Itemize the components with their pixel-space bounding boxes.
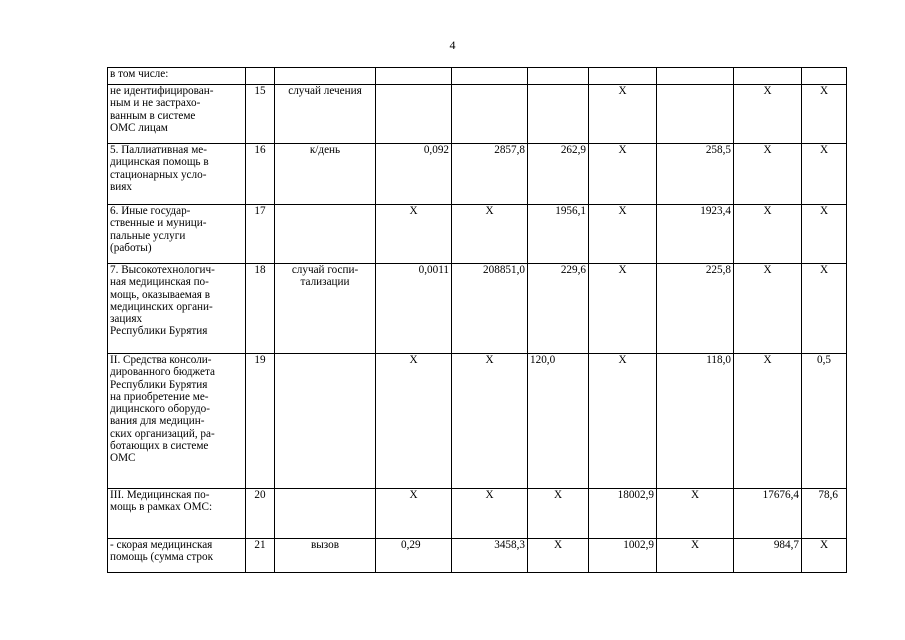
unit-cell	[275, 489, 376, 539]
line-number: 19	[254, 354, 266, 366]
value-text: 208851,0	[483, 264, 525, 276]
value-cell	[376, 205, 452, 264]
value-text: 984,7	[773, 539, 799, 551]
value-cell	[657, 539, 734, 573]
row-name-cell	[108, 354, 246, 489]
row-name-text: в том числе:	[110, 68, 169, 80]
value-cell	[528, 144, 589, 205]
value-cell	[528, 85, 589, 144]
value-text: Х	[618, 144, 627, 156]
table-row	[108, 144, 847, 205]
line-number-cell	[246, 489, 275, 539]
value-text: Х	[819, 144, 829, 156]
value-cell	[528, 489, 589, 539]
value-cell	[802, 85, 847, 144]
value-cell	[734, 264, 802, 354]
value-text: 2857,8	[494, 144, 525, 156]
value-text: Х	[763, 144, 772, 156]
value-cell	[657, 68, 734, 85]
table-row	[108, 264, 847, 354]
row-name-text: 7. Высокотехнологич- ная медицинская по- мощь, оказываемая в медицинских органи- зациях Республики Бурятия	[110, 264, 215, 338]
unit-cell	[275, 85, 376, 144]
line-number: 17	[254, 205, 266, 217]
table-row	[108, 68, 847, 85]
row-name-cell	[108, 144, 246, 205]
value-cell	[589, 354, 657, 489]
value-cell	[802, 354, 847, 489]
value-text: 0,092	[423, 144, 449, 156]
value-text: Х	[485, 489, 494, 501]
value-cell	[734, 205, 802, 264]
value-text: Х	[819, 264, 829, 276]
value-cell	[376, 144, 452, 205]
value-cell	[802, 264, 847, 354]
value-cell	[589, 85, 657, 144]
row-name-text: III. Медицинская по- мощь в рамках ОМС:	[110, 489, 213, 514]
value-cell	[376, 539, 452, 573]
row-name-text: 5. Паллиативная ме- дицинская помощь в стационарных усло- виях	[110, 144, 209, 193]
value-cell	[657, 85, 734, 144]
value-cell	[802, 144, 847, 205]
unit-cell	[275, 68, 376, 85]
value-text: Х	[819, 539, 829, 551]
row-name-cell	[108, 539, 246, 573]
unit-cell	[275, 264, 376, 354]
line-number: 15	[254, 85, 266, 97]
value-cell	[734, 354, 802, 489]
value-cell	[528, 68, 589, 85]
value-cell	[376, 264, 452, 354]
value-text: Х	[553, 539, 563, 551]
value-text: Х	[763, 264, 772, 276]
value-text: Х	[819, 85, 829, 97]
value-cell	[802, 68, 847, 85]
unit-text: вызов	[310, 539, 340, 551]
line-number: 16	[254, 144, 266, 156]
row-name-cell	[108, 489, 246, 539]
value-text: 225,8	[705, 264, 731, 276]
row-name-text: 6. Иные государ- ственные и муници- пальные услуги (работы)	[110, 205, 207, 254]
value-text: 262,9	[560, 144, 586, 156]
value-text: Х	[485, 205, 494, 217]
row-name-cell	[108, 205, 246, 264]
value-text: Х	[618, 205, 627, 217]
value-cell	[452, 144, 528, 205]
value-cell	[734, 85, 802, 144]
table-row	[108, 539, 847, 573]
value-cell	[452, 68, 528, 85]
line-number: 20	[254, 489, 266, 501]
unit-cell	[275, 205, 376, 264]
value-cell	[657, 264, 734, 354]
value-cell	[589, 205, 657, 264]
value-text: 78,6	[818, 489, 838, 501]
row-name-text: не идентифицирован- ным и не застрахо- ванным в системе ОМС лицам	[110, 85, 214, 134]
unit-text: к/день	[309, 144, 341, 156]
value-text: Х	[485, 354, 494, 366]
row-name-cell	[108, 85, 246, 144]
line-number-cell	[246, 354, 275, 489]
value-text: Х	[763, 205, 772, 217]
value-text: 1956,1	[555, 205, 586, 217]
row-name-cell	[108, 68, 246, 85]
value-text: 0,5	[817, 354, 831, 366]
value-cell	[802, 539, 847, 573]
value-text: Х	[618, 85, 627, 97]
value-text: 18002,9	[617, 489, 654, 501]
value-cell	[376, 68, 452, 85]
value-text: 3458,3	[494, 539, 525, 551]
value-text: 17676,4	[762, 489, 799, 501]
value-cell	[376, 489, 452, 539]
value-cell	[452, 205, 528, 264]
value-text: Х	[409, 354, 418, 366]
value-cell	[452, 489, 528, 539]
table-row	[108, 354, 847, 489]
value-cell	[589, 68, 657, 85]
value-text: 120,0	[530, 354, 556, 366]
table-row	[108, 205, 847, 264]
unit-cell	[275, 539, 376, 573]
value-cell	[589, 489, 657, 539]
value-text: 118,0	[706, 354, 731, 366]
value-cell	[734, 68, 802, 85]
line-number-cell	[246, 539, 275, 573]
value-cell	[376, 85, 452, 144]
value-text: Х	[553, 489, 563, 501]
value-cell	[657, 205, 734, 264]
value-text: Х	[763, 354, 772, 366]
value-cell	[528, 205, 589, 264]
value-text: Х	[409, 205, 418, 217]
value-cell	[589, 264, 657, 354]
table-row	[108, 489, 847, 539]
value-cell	[452, 354, 528, 489]
unit-cell	[275, 144, 376, 205]
value-text: 258,5	[705, 144, 731, 156]
unit-text: случай госпи- тализации	[291, 264, 359, 289]
value-cell	[528, 354, 589, 489]
line-number-cell	[246, 85, 275, 144]
row-name-text: - скорая медицинская помощь (сумма строк	[110, 539, 214, 564]
value-text: Х	[690, 539, 700, 551]
value-cell	[802, 489, 847, 539]
value-cell	[734, 489, 802, 539]
line-number: 18	[254, 264, 266, 276]
value-text: 1923,4	[700, 205, 731, 217]
value-cell	[452, 85, 528, 144]
value-cell	[657, 144, 734, 205]
value-text: Х	[409, 489, 418, 501]
table-row	[108, 85, 847, 144]
value-text: 0,0011	[418, 264, 449, 276]
line-number: 21	[254, 539, 266, 551]
value-text: Х	[690, 489, 700, 501]
value-text: 1002,9	[623, 539, 654, 551]
value-cell	[376, 354, 452, 489]
line-number-cell	[246, 144, 275, 205]
unit-text: случай лечения	[288, 85, 362, 97]
value-cell	[657, 489, 734, 539]
row-name-text: II. Средства консоли- дированного бюджета Республики Бурятия на приобретение ме- дицинского оборудо- вания для медицин- ских организаций, ра- ботающих в системе ОМС	[110, 354, 215, 465]
value-cell	[734, 539, 802, 573]
page-number: 4	[449, 38, 456, 52]
row-name-cell	[108, 264, 246, 354]
data-table	[107, 67, 847, 573]
value-text: Х	[819, 205, 829, 217]
value-cell	[452, 264, 528, 354]
value-cell	[589, 144, 657, 205]
value-text: 0,29	[401, 539, 421, 551]
value-text: Х	[618, 354, 627, 366]
value-cell	[528, 264, 589, 354]
value-cell	[589, 539, 657, 573]
line-number-cell	[246, 264, 275, 354]
value-text: 229,6	[560, 264, 586, 276]
value-cell	[452, 539, 528, 573]
value-cell	[528, 539, 589, 573]
value-text: Х	[618, 264, 627, 276]
value-text: Х	[763, 85, 772, 97]
line-number-cell	[246, 205, 275, 264]
line-number-cell	[246, 68, 275, 85]
value-cell	[802, 205, 847, 264]
unit-cell	[275, 354, 376, 489]
value-cell	[657, 354, 734, 489]
value-cell	[734, 144, 802, 205]
